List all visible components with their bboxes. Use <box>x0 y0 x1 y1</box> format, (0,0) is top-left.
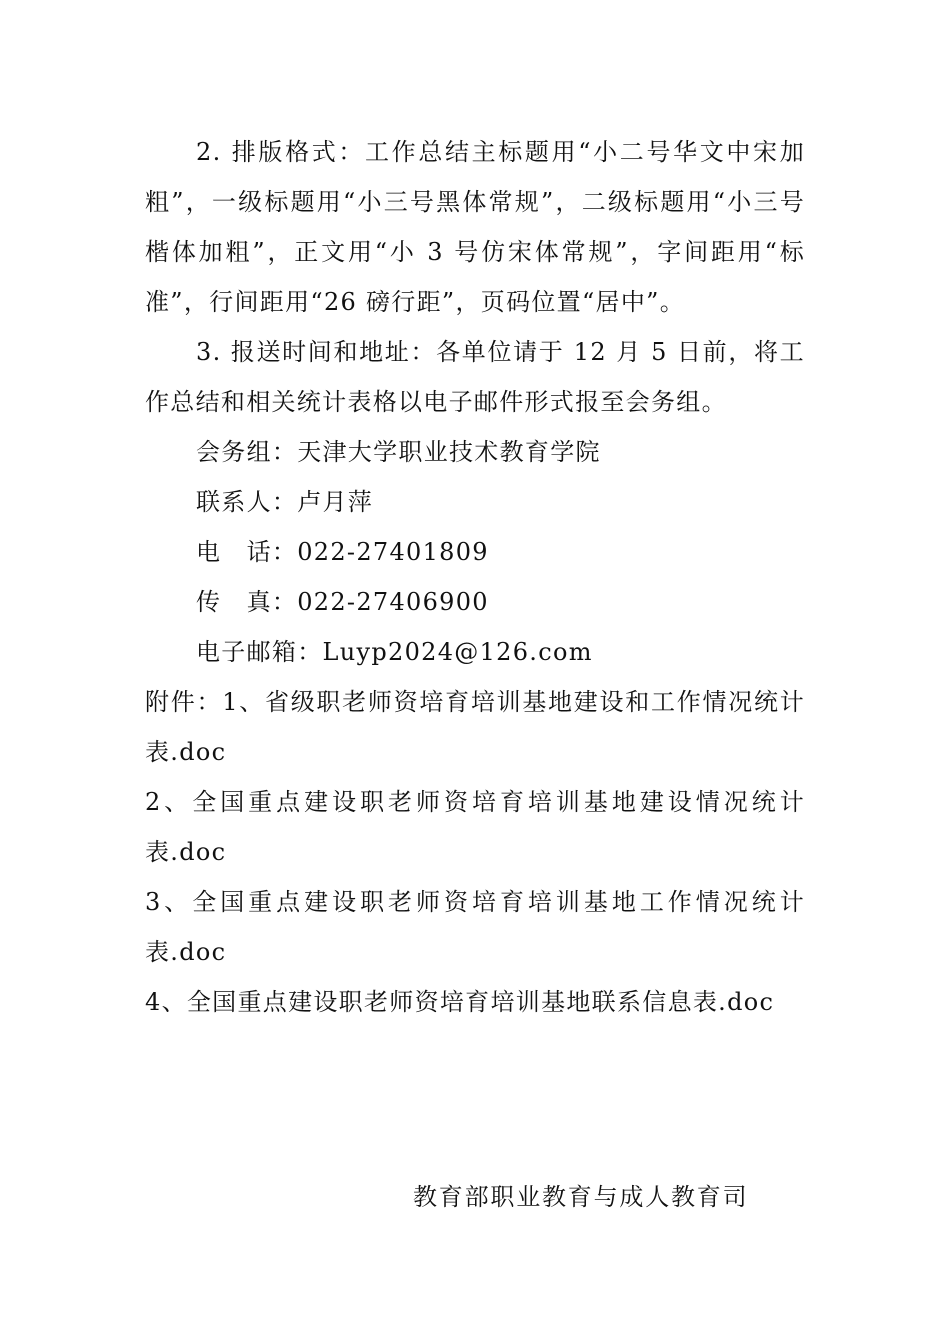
attachment-item-2: 2、全国重点建设职老师资培育培训基地建设情况统计表.doc <box>145 788 805 866</box>
submission-paragraph: 3. 报送时间和地址：各单位请于 12 月 5 日前，将工作总结和相关统计表格以电子邮件形式报至会务组。 <box>145 338 805 416</box>
contact-email: 电子邮箱：Luyp2024@126.com <box>196 638 593 666</box>
contact-block <box>145 427 805 677</box>
contact-person: 联系人：卢月萍 <box>196 488 374 516</box>
attachment-list <box>145 677 805 1027</box>
contact-group: 会务组：天津大学职业技术教育学院 <box>196 438 601 466</box>
issuer-signature: 教育部职业教育与成人教育司 <box>413 1183 749 1211</box>
attachment-item-4: 4、全国重点建设职老师资培育培训基地联系信息表.doc <box>145 988 775 1016</box>
attachment-item-3: 3、全国重点建设职老师资培育培训基地工作情况统计表.doc <box>145 888 805 966</box>
document-body <box>145 127 805 1027</box>
contact-fax: 传 真：022-27406900 <box>196 588 489 616</box>
contact-phone: 电 话：022-27401809 <box>196 538 489 566</box>
attachment-item-1: 附件：1、省级职老师资培育培训基地建设和工作情况统计表.doc <box>145 688 805 766</box>
format-paragraph: 2. 排版格式：工作总结主标题用“小二号华文中宋加粗”，一级标题用“小三号黑体常规”，二级标题用“小三号楷体加粗”，正文用“小 3 号仿宋体常规”，字间距用“标准”，行间距用“26 磅行距”，页码位置“居中”。 <box>145 138 805 316</box>
